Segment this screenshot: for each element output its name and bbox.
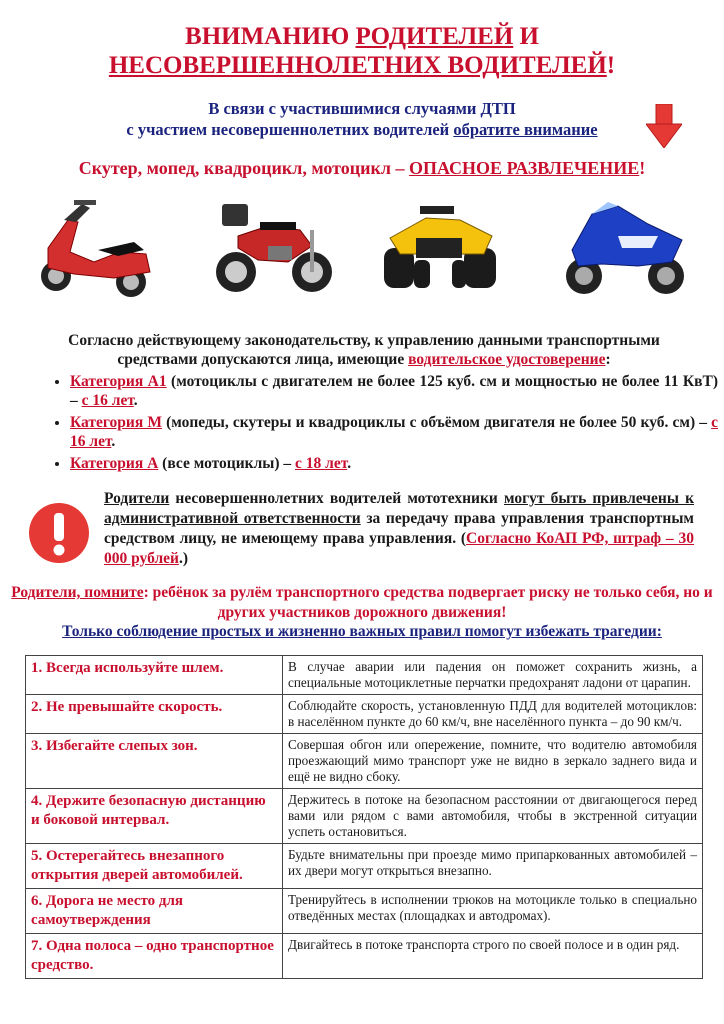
safety-rules-table xyxy=(25,655,703,979)
title-excl: ! xyxy=(606,52,616,79)
list-item xyxy=(70,454,718,473)
danger-excl: ! xyxy=(639,158,646,178)
warning-liability: могут быть привлечены к административной ответственности xyxy=(104,490,694,527)
danger-text: Скутер, мопед, квадроцикл, мотоцикл – xyxy=(78,158,409,178)
rule-title: 2. Не превышайте скорость. xyxy=(26,695,283,734)
category-list xyxy=(48,372,718,476)
law-paragraph xyxy=(30,331,698,369)
title-parents: РОДИТЕЛЕЙ xyxy=(355,23,514,50)
motorcycle-image xyxy=(562,196,688,300)
title-part: И xyxy=(513,23,539,50)
rules-heading: Только соблюдение простых и жизненно важных правил помогут избежать трагедии: xyxy=(62,623,662,640)
rule-title: 1. Всегда используйте шлем. xyxy=(26,656,283,695)
warning-fine: Согласно КоАП РФ, штраф – 30 000 рублей xyxy=(104,530,694,567)
law-text: Согласно действующему законодательству, к управлению данными транспортными средствами допускаются лица, имеющие xyxy=(68,332,660,368)
reminder-text: : ребёнок за рулём транспортного средства подвергает риску не только себя, но и других участников дорожного движения! xyxy=(143,584,713,621)
category-age: с 16 лет xyxy=(81,392,134,409)
rule-title: 4. Держите безопасную дистанцию и боковой интервал. xyxy=(26,789,283,844)
liability-warning xyxy=(104,489,694,569)
rule-description: Совершая обгон или опережение, помните, что водителю автомобиля проезжающий мимо транспорт уже не видно в зеркало заднего вида и ещё не видно сбоку. xyxy=(283,734,703,789)
rule-description: Двигайтесь в потоке транспорта строго по своей полосе и в один ряд. xyxy=(283,934,703,979)
table-row xyxy=(26,734,703,789)
rule-description: Держитесь в потоке на безопасном расстоянии от двигающегося перед вами или рядом с вами автомобиля, чтобы в экстренной ситуации успеть остановиться. xyxy=(283,789,703,844)
moped-image xyxy=(208,190,336,302)
warning-parents: Родители xyxy=(104,490,170,507)
warning-text: несовершеннолетних водителей мототехники xyxy=(169,490,504,507)
warning-text: .) xyxy=(178,550,189,567)
page-title xyxy=(0,22,724,80)
table-row xyxy=(26,889,703,934)
law-license: водительское удостоверение xyxy=(408,351,606,368)
intro-attention: обратите внимание xyxy=(453,120,598,139)
law-end: : xyxy=(605,351,611,368)
category-age: с 18 лет xyxy=(295,455,348,472)
warning-text: за передачу права управления транспортным средством лицу, не имеющему права управления. ( xyxy=(104,510,694,547)
parents-reminder xyxy=(0,583,724,623)
rule-title: 7. Одна полоса – одно транспортное средство. xyxy=(26,934,283,979)
intro-line1: В связи с участившимися случаями ДТП xyxy=(208,99,516,118)
category-age: с 16 лет xyxy=(70,414,718,450)
table-row xyxy=(26,934,703,979)
table-row xyxy=(26,789,703,844)
rule-description: В случае аварии или падения он поможет сохранить жизнь, а специальные мотоциклетные перчатки предохранят ладони от царапин. xyxy=(283,656,703,695)
category-name: Категория А1 xyxy=(70,373,167,390)
category-text: (мопеды, скутеры и квадроциклы с объёмом двигателя не более 50 куб. см) – xyxy=(161,414,712,431)
exclamation-warning-icon xyxy=(28,502,90,564)
down-arrow-icon xyxy=(646,104,682,148)
quad-bike-image xyxy=(380,198,500,298)
rule-title: 5. Остерегайтесь внезапного открытия дверей автомобилей. xyxy=(26,844,283,889)
table-row xyxy=(26,695,703,734)
category-name: Категория М xyxy=(70,414,162,431)
intro-line2: с участием несовершеннолетних водителей xyxy=(126,120,454,139)
category-end: . xyxy=(133,392,138,409)
category-end: . xyxy=(347,455,352,472)
category-text: (мотоциклы с двигателем не более 125 куб. см и мощностью не более 11 КвТ) – xyxy=(70,373,718,409)
danger-highlight: ОПАСНОЕ РАЗВЛЕЧЕНИЕ xyxy=(408,158,640,178)
rule-title: 6. Дорога не место для самоутверждения xyxy=(26,889,283,934)
rule-description: Соблюдайте скорость, установленную ПДД для водителей мотоциклов: в населённом пункте до 60 км/ч, вне населённого пункта – до 90 км/ч. xyxy=(283,695,703,734)
scooter-image xyxy=(34,190,159,308)
intro-text xyxy=(0,98,724,140)
title-part: ВНИМАНИЮ xyxy=(185,23,356,50)
category-end: . xyxy=(111,433,116,450)
title-drivers: НЕСОВЕРШЕННОЛЕТНИХ ВОДИТЕЛЕЙ xyxy=(108,52,607,79)
table-row xyxy=(26,844,703,889)
rule-description: Будьте внимательны при проезде мимо припаркованных автомобилей – их двери могут открыться внезапно. xyxy=(283,844,703,889)
rule-description: Тренируйтесь в исполнении трюков на мотоцикле только в специально отведённых местах (площадках и автодромах). xyxy=(283,889,703,934)
list-item xyxy=(70,372,718,410)
category-text: (все мотоциклы) – xyxy=(158,455,296,472)
list-item xyxy=(70,413,718,451)
danger-line xyxy=(0,158,724,179)
category-name: Категория А xyxy=(70,455,159,472)
reminder-lead: Родители, помните xyxy=(11,584,144,601)
rule-title: 3. Избегайте слепых зон. xyxy=(26,734,283,789)
table-row xyxy=(26,656,703,695)
